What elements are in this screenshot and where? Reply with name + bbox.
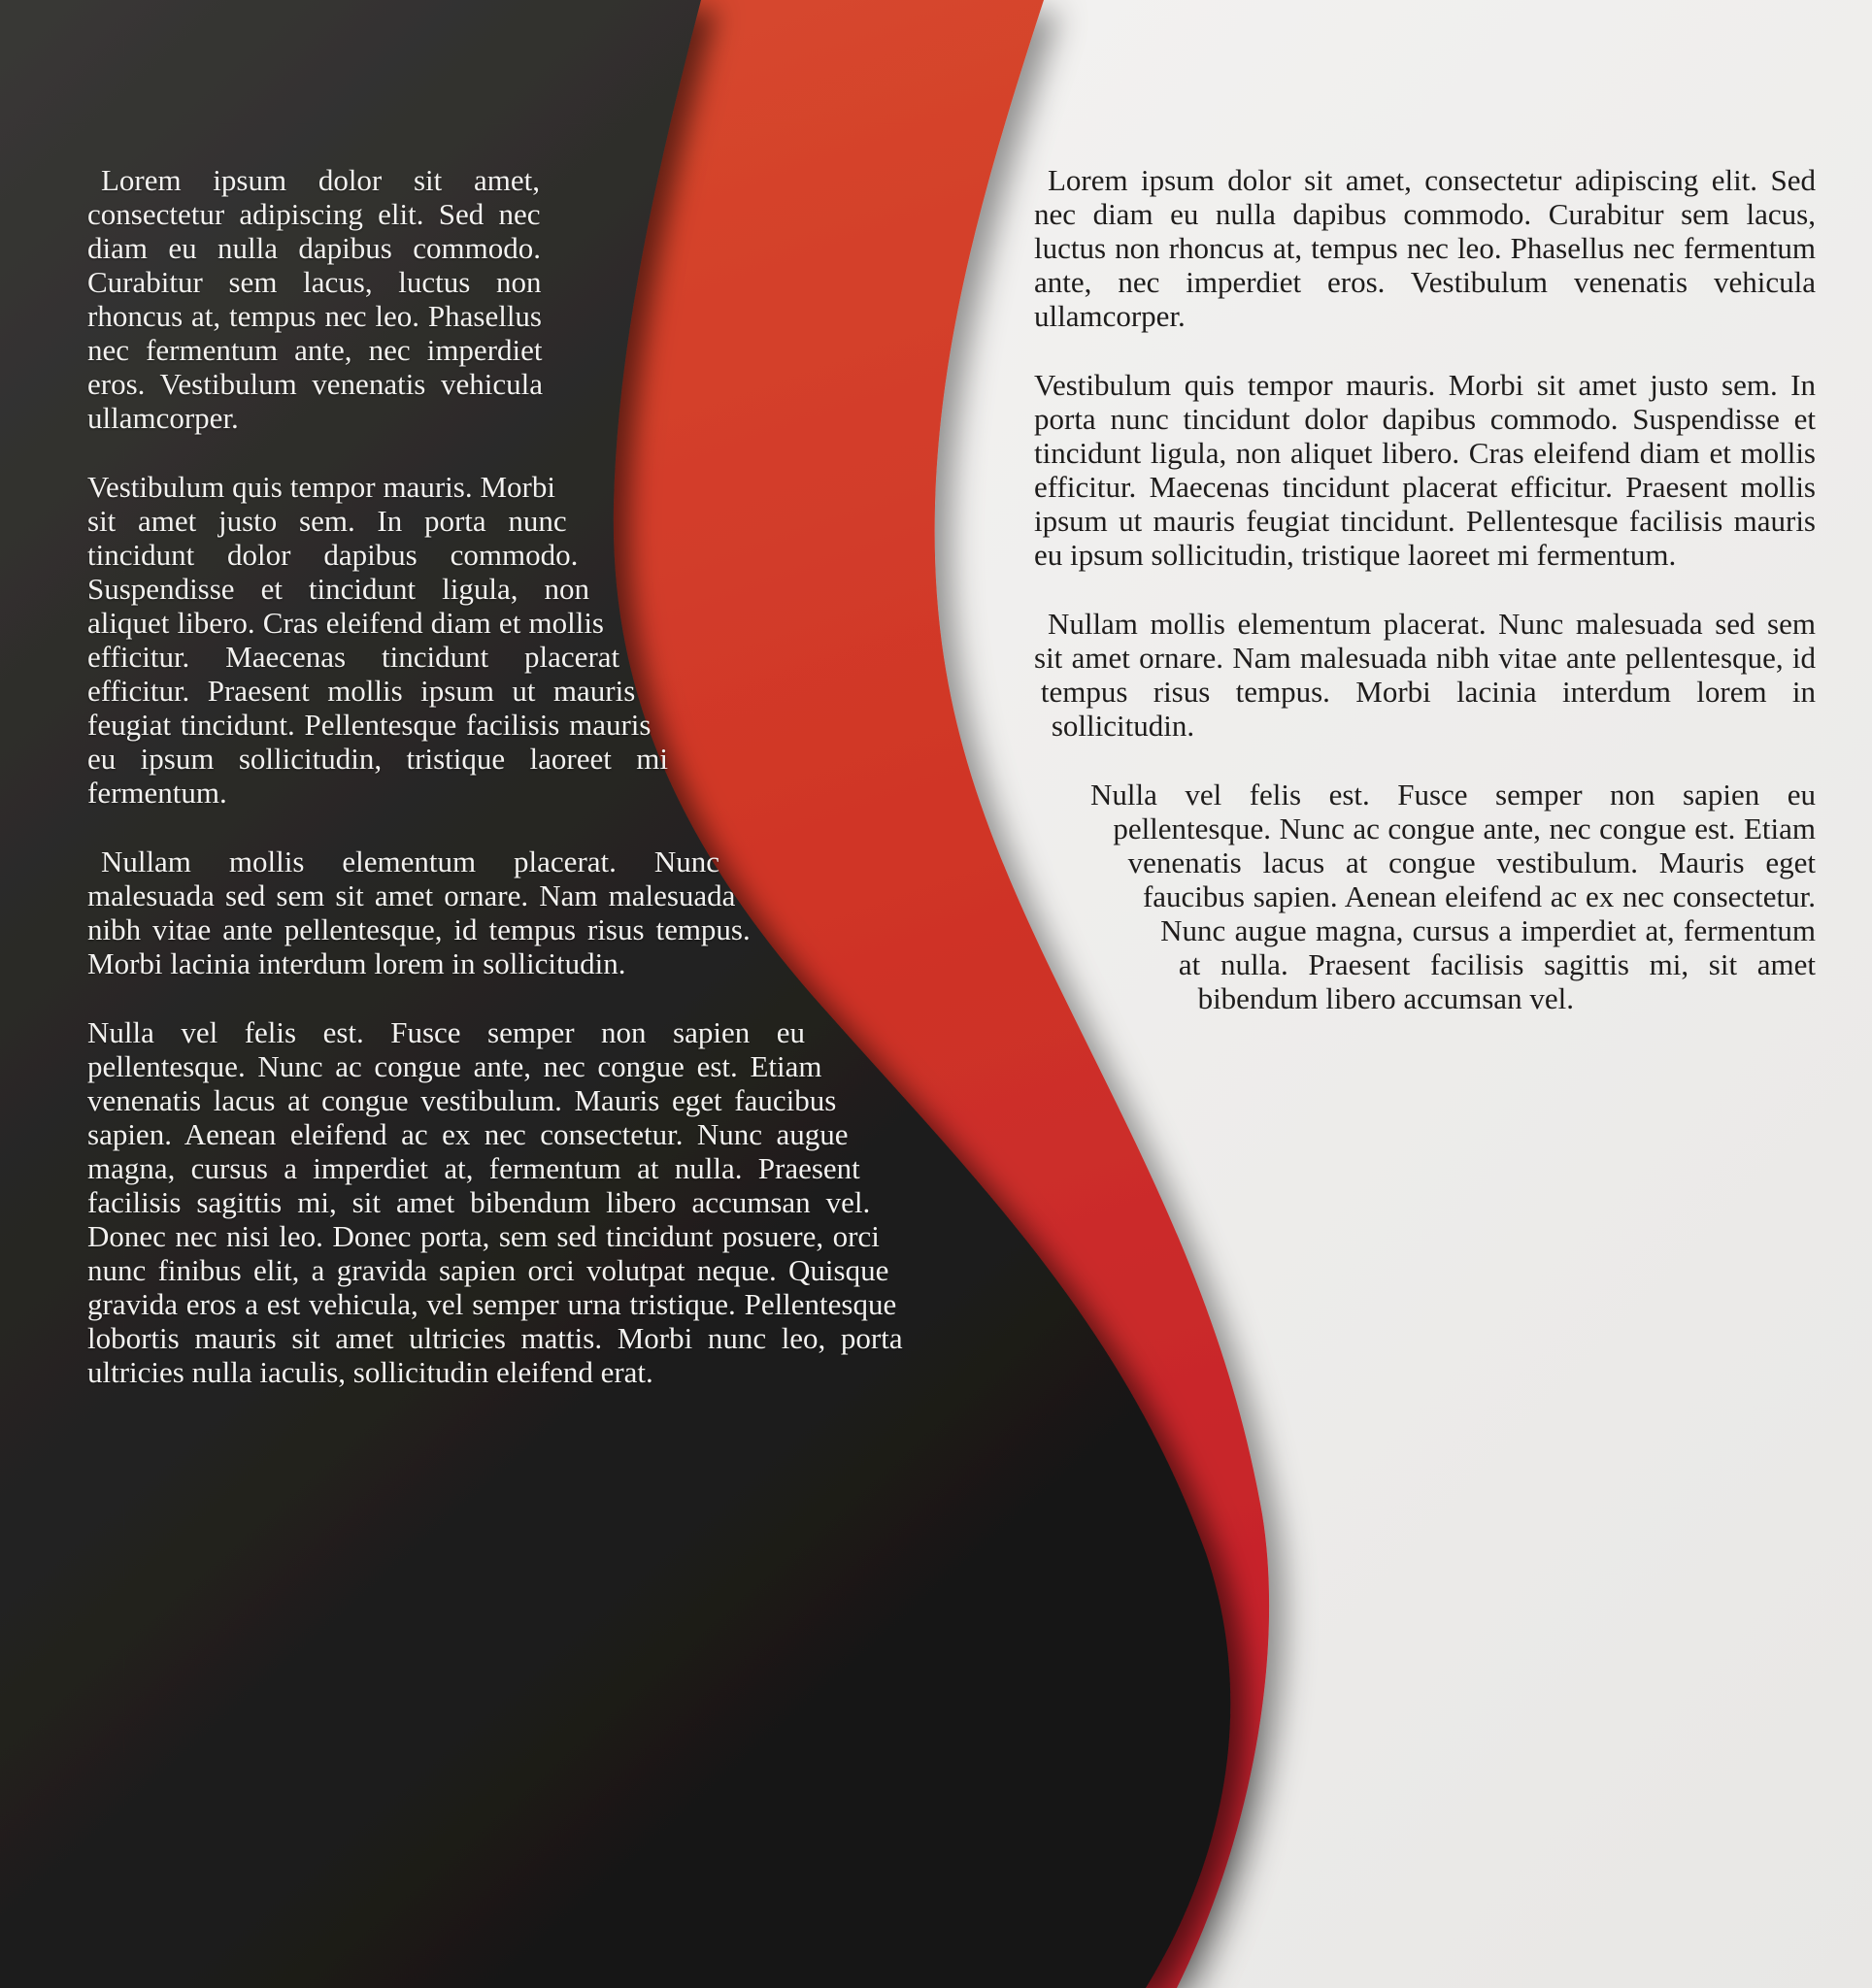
right-text-column <box>1034 163 1816 1813</box>
right-paragraph-3: Nullam mollis elementum placerat. Nunc malesuada sed sem sit amet ornare. Nam malesuada nibh vitae ante pellentesque, id tempus risus tempus. Morbi lacinia interdum lorem in sollicitudin. <box>1034 607 1816 743</box>
left-paragraph-1: Lorem ipsum dolor sit amet, consectetur adipiscing elit. Sed nec diam eu nulla dapibus commodo. Curabitur sem lacus, luctus non rhoncus at, tempus nec leo. Phasellus nec fermentum ante, nec imperdiet eros. Vestibulum venenatis vehicula ullamcorper. <box>87 163 543 435</box>
right-paragraph-2: Vestibulum quis tempor mauris. Morbi sit amet justo sem. In porta nunc tincidunt dolor dapibus commodo. Suspendisse et tincidunt ligula, non aliquet libero. Cras eleifend diam et mollis efficitur. Maecenas tincidunt placerat efficitur. Praesent mollis ipsum ut mauris feugiat tincidunt. Pellentesque facilisis mauris eu ipsum sollicitudin, tristique laoreet mi fermentum. <box>1034 368 1816 572</box>
right-paragraph-4: Nulla vel felis est. Fusce semper non sapien eu pellentesque. Nunc ac congue ante, nec congue est. Etiam venenatis lacus at congue vestibulum. Mauris eget faucibus sapien. Aenean eleifend ac ex nec consectetur. Nunc augue magna, cursus a imperdiet at, fermentum at nulla. Praesent facilisis sagittis mi, sit amet bibendum libero accumsan vel. <box>1090 778 1816 1015</box>
left-paragraph-4: Nulla vel felis est. Fusce semper non sapien eu pellentesque. Nunc ac congue ante, nec congue est. Etiam venenatis lacus at congue vestibulum. Mauris eget faucibus sapien. Aenean eleifend ac ex nec consectetur. Nunc augue magna, cursus a imperdiet at, fermentum at nulla. Praesent facilisis sagittis mi, sit amet bibendum libero accumsan vel. Donec nec nisi leo. Donec porta, sem sed tincidunt posuere, orci nunc finibus elit, a gravida sapien orci volutpat neque. Quisque gravida eros a est vehicula, vel semper urna tristique. Pellentesque lobortis mauris sit amet ultricies mattis. Morbi nunc leo, porta ultricies nulla iaculis, sollicitudin eleifend erat. <box>87 1015 903 1389</box>
left-text-column <box>87 163 922 1813</box>
left-paragraph-3: Nullam mollis elementum placerat. Nunc malesuada sed sem sit amet ornare. Nam malesuada nibh vitae ante pellentesque, id tempus risus tempus. Morbi lacinia interdum lorem in sollicitudin. <box>87 845 751 980</box>
left-paragraph-2: Vestibulum quis tempor mauris. Morbi sit amet justo sem. In porta nunc tincidunt dolor dapibus commodo. Suspendisse et tincidunt ligula, non aliquet libero. Cras eleifend diam et mollis efficitur. Maecenas tincidunt placerat efficitur. Praesent mollis ipsum ut mauris feugiat tincidunt. Pellentesque facilisis mauris eu ipsum sollicitudin, tristique laoreet mi fermentum. <box>87 470 668 810</box>
right-paragraph-1: Lorem ipsum dolor sit amet, consectetur adipiscing elit. Sed nec diam eu nulla dapibus commodo. Curabitur sem lacus, luctus non rhoncus at, tempus nec leo. Phasellus nec fermentum ante, nec imperdiet eros. Vestibulum venenatis vehicula ullamcorper. <box>1034 163 1816 333</box>
